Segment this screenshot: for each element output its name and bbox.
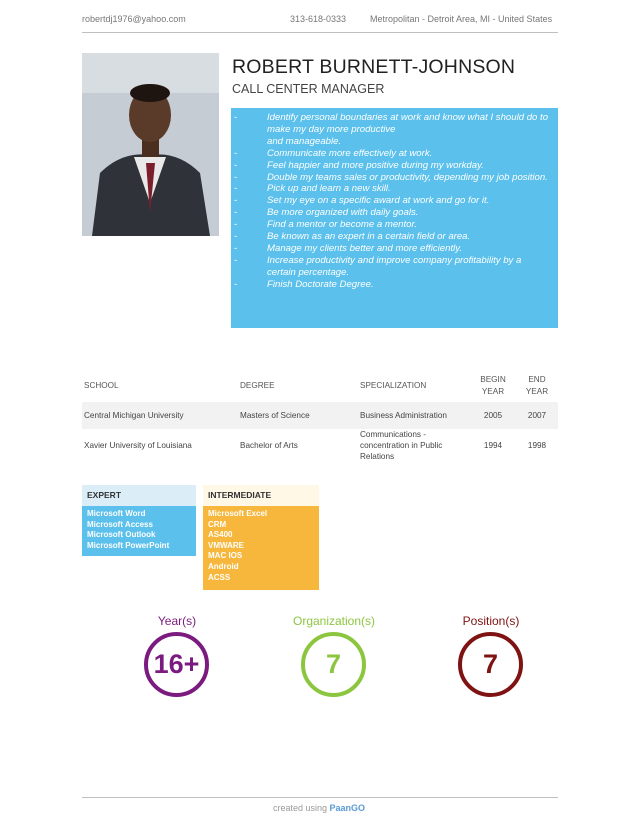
goal-item: - Feel happier and more positive during my workday. (234, 159, 484, 171)
stat-years-value: 16+ (153, 649, 200, 679)
education-table (82, 369, 558, 462)
profile-title: CALL CENTER MANAGER (232, 82, 385, 96)
stat-years-label: Year(s) (157, 614, 197, 628)
col-begin-year: BEGIN YEAR (470, 369, 516, 402)
stat-positions-value: 7 (482, 649, 499, 679)
stat-positions-label: Position(s) (462, 614, 520, 628)
goal-item: - Increase productivity and improve company profitability by a certain percentage. (234, 254, 522, 278)
footer-prefix: created using (272, 803, 327, 813)
stat-years-circle (144, 632, 209, 697)
skills-expert-list (82, 506, 196, 556)
goal-item: - Manage my clients better and more efficiently. (234, 242, 462, 254)
goal-item: - Double my teams sales or productivity, depending my job position. (234, 171, 548, 183)
stat-organizations-value: 7 (325, 649, 342, 679)
stat-positions-circle (458, 632, 523, 697)
skill-item: AS400 (208, 530, 233, 540)
cell-end-year: 1998 (516, 429, 558, 462)
col-specialization: SPECIALIZATION (358, 369, 470, 402)
skills-intermediate-list (203, 506, 319, 590)
cell-school: Central Michigan University (82, 402, 238, 429)
skill-item: Microsoft PowerPoint (87, 540, 170, 550)
skills-expert-heading: EXPERT (82, 485, 196, 506)
goal-item: - Pick up and learn a new skill. (234, 183, 391, 195)
cell-degree: Bachelor of Arts (238, 429, 358, 462)
header-location: Metropolitan - Detroit Area, MI - United States (370, 14, 553, 24)
skill-item: MAC IOS (208, 551, 243, 561)
profile-photo (82, 53, 219, 236)
cell-specialization: Communications - concentration in Public Relations (358, 429, 470, 462)
goal-item: - Communicate more effectively at work. (234, 147, 433, 159)
skills-intermediate-heading: INTERMEDIATE (203, 485, 319, 506)
goal-item: - Identify personal boundaries at work and know what I should do to make my day more productive (234, 112, 549, 135)
col-end-year: END YEAR (516, 369, 558, 402)
goal-item: - Set my eye on a specific award at work and go for it. (234, 195, 490, 207)
table-row (82, 429, 558, 462)
footer (0, 803, 638, 813)
goal-item: - Find a mentor or become a mentor. (234, 219, 418, 231)
skill-item: Android (208, 561, 239, 571)
header-email[interactable]: robertdj1976@yahoo.com (82, 14, 186, 24)
goal-item: - Be more organized with daily goals. (234, 207, 419, 219)
skill-item: Microsoft Outlook (87, 530, 156, 540)
footer-brand[interactable]: PaanGO (329, 803, 366, 813)
cell-specialization: Business Administration (358, 402, 470, 429)
header-phone: 313-618-0333 (290, 14, 347, 24)
cell-school: Xavier University of Louisiana (82, 429, 238, 462)
skill-item: VMWARE (208, 540, 244, 550)
col-degree: DEGREE (238, 369, 358, 402)
skill-item: Microsoft Word (87, 509, 146, 518)
goals-panel (231, 108, 558, 328)
stat-organizations-label: Organization(s) (292, 614, 376, 628)
profile-name: ROBERT BURNETT-JOHNSON (232, 56, 516, 78)
cell-begin-year: 2005 (470, 402, 516, 429)
footer-divider (82, 797, 558, 798)
cell-degree: Masters of Science (238, 402, 358, 429)
cell-end-year: 2007 (516, 402, 558, 429)
cell-begin-year: 1994 (470, 429, 516, 462)
header-divider (82, 32, 558, 33)
goal-item: and manageable. (267, 135, 342, 147)
goal-item: - Finish Doctorate Degree. (234, 278, 374, 290)
stat-organizations-circle (301, 632, 366, 697)
skill-item: CRM (208, 519, 227, 529)
skill-item: Microsoft Excel (208, 509, 268, 518)
table-header-row (82, 369, 558, 402)
col-school: SCHOOL (82, 369, 238, 402)
table-row (82, 402, 558, 429)
skill-item: ACSS (208, 572, 231, 582)
skill-item: Microsoft Access (87, 519, 153, 529)
goal-item: - Be known as an expert in a certain field or area. (234, 231, 471, 243)
